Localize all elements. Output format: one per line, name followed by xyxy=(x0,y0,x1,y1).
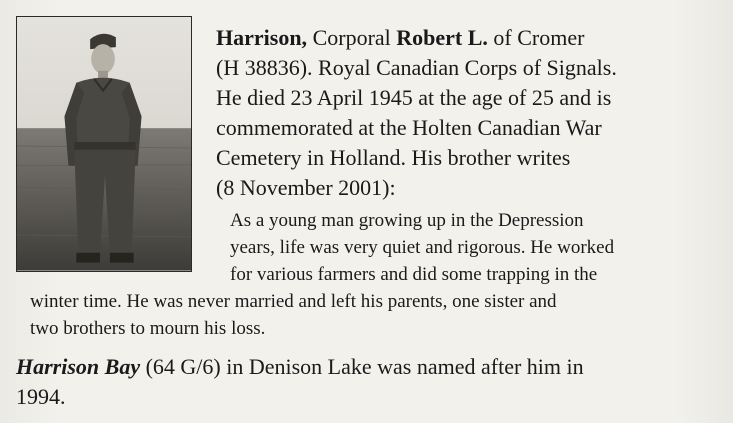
entry-line: commemorated at the Holten Canadian War xyxy=(216,115,602,140)
quote-line: years, life was very quiet and rigorous. He worked xyxy=(230,237,615,258)
entry-line: He died 23 April 1945 at the age of 25 and is xyxy=(216,85,612,110)
entry-line: Cemetery in Holland. His brother writes xyxy=(216,145,571,170)
entry-surname: Harrison, xyxy=(216,25,308,50)
entry-line: (8 November 2001): xyxy=(216,175,396,200)
entry-title-line xyxy=(216,27,584,49)
naming-text: (64 G/6) in Denison Lake was named after him in xyxy=(140,354,584,379)
quote-line: two brothers to mourn his loss. xyxy=(30,318,266,339)
entry-line: (H 38836). Royal Canadian Corps of Signals. xyxy=(216,55,617,80)
entry-given-name: Robert L. xyxy=(396,25,488,50)
quote-line: for various farmers and did some trapping in the xyxy=(230,264,598,285)
entry-rank: Corporal xyxy=(307,25,397,50)
soldier-photo xyxy=(16,16,192,272)
quote-line: winter time. He was never married and left his parents, one sister and xyxy=(30,291,557,312)
feature-name: Harrison Bay xyxy=(16,354,141,379)
quote-line: As a young man growing up in the Depression xyxy=(230,210,584,231)
naming-year: 1994. xyxy=(16,384,66,409)
naming-line xyxy=(16,356,584,378)
entry-place: of Cromer xyxy=(487,25,585,50)
soldier-photo-image xyxy=(17,17,191,271)
